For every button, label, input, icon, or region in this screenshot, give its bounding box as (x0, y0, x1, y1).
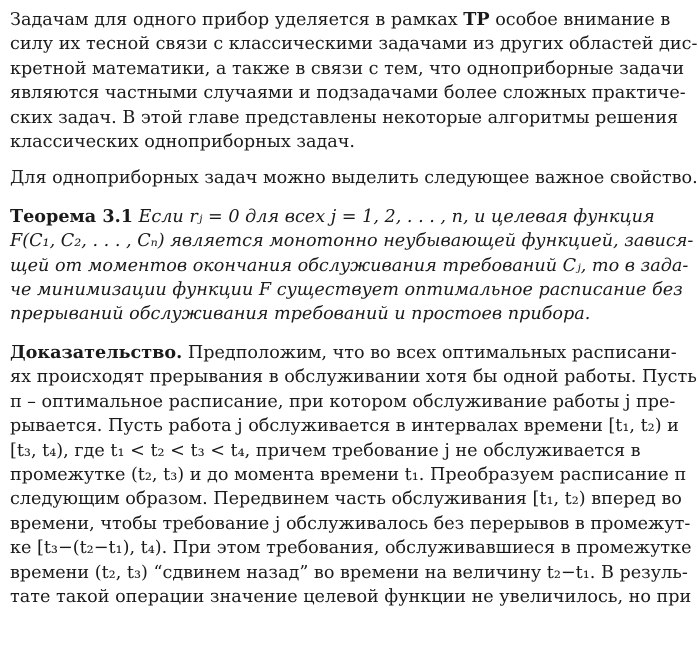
proof-line: [t₃, t₄), где t₁ < t₂ < t₃ < t₄, причем требование j не обслуживается в (10, 440, 641, 461)
proof-line: времени (t₂, t₃) “сдвинем назад” во времени на величину t₂−t₁. В резуль- (10, 562, 688, 583)
proof-line (10, 341, 677, 365)
proof-line: ях происходят прерывания в обслуживании хотя бы одной работы. Пусть (10, 367, 697, 388)
proof-text: Предположим, что во всех оптимальных расписани- (182, 342, 677, 363)
property-line: Для одноприборных задач можно выделить следующее важное свойство. (10, 168, 698, 189)
intro-line: силу их тесной связи с классическими задачами из других областей дис- (10, 34, 698, 55)
proof-line: тате такой операции значение целевой функции не увеличилось, но при (10, 586, 692, 607)
proof-heading: Доказательство. (10, 341, 183, 363)
proof-block (10, 341, 697, 609)
theorem-line: щей от моментов окончания обслуживания требований Cⱼ, то в зада- (10, 255, 689, 276)
proof-line: ке [t₃−(t₂−t₁), t₄). При этом требования, обслуживавшиеся в промежутке (10, 538, 692, 559)
theorem-text: Если rⱼ = 0 для всех j = 1, 2, . . . , n, и целевая функция (132, 206, 655, 227)
proof-line: рывается. Пусть работа j обслуживается в интервалах времени [t₁, t₂) и (10, 416, 679, 437)
proof-line: следующим образом. Передвинем часть обслуживания [t₁, t₂) вперед во (10, 489, 682, 510)
intro-line: ских задач. В этой главе представлены некоторые алгоритмы решения (10, 107, 679, 128)
intro-line: являются частными случаями и подзадачами более сложных практиче- (10, 83, 686, 104)
theorem-block (10, 205, 694, 327)
theorem-line: F(C₁, C₂, . . . , Cₙ) является монотонно неубывающей функцией, завися- (10, 231, 694, 252)
proof-line: π – оптимальное расписание, при котором обслуживание работы j пре- (10, 391, 676, 412)
intro-line: кретной математики, а также в связи с тем, что одноприборные задачи (10, 58, 685, 79)
intro-line: классических одноприборных задач. (10, 132, 356, 153)
intro-line (10, 8, 671, 32)
theorem-line: че минимизации функции F существует оптимальное расписание без (10, 280, 683, 301)
theorem-heading: Теорема 3.1 (10, 205, 133, 227)
tp-abbreviation: TP (463, 9, 490, 30)
proof-line: времени, чтобы требование j обслуживалось без перерывов в промежут- (10, 513, 691, 534)
intro-paragraph (10, 8, 698, 154)
property-paragraph (10, 166, 698, 190)
proof-line: промежутке (t₂, t₃) и до момента времени t₁. Преобразуем расписание π (10, 464, 686, 485)
theorem-line: прерываний обслуживания требований и простоев прибора. (10, 304, 591, 325)
intro-text: особое внимание в (489, 10, 671, 30)
intro-text: Задачам для одного прибор уделяется в рамках (10, 10, 464, 30)
theorem-line (10, 205, 655, 229)
